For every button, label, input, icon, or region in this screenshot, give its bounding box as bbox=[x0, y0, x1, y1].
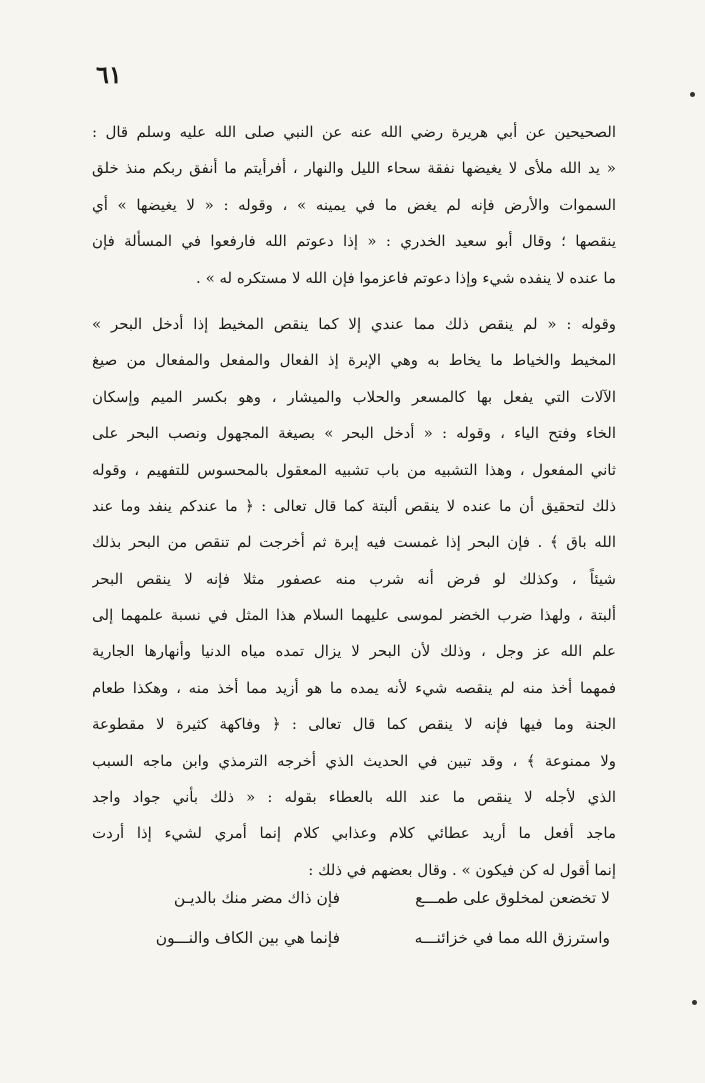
hemistich-first: واسترزق الله مما في خزائنـــه bbox=[414, 929, 610, 947]
hemistich-second: فإنما هي بين الكاف والنـــون bbox=[155, 929, 340, 947]
text-line: السموات والأرض فإنه لم يغض ما في يمينه » ، وقوله : « لا يغيضها » أي bbox=[92, 195, 616, 214]
ink-speck bbox=[692, 1000, 697, 1005]
text-line: ينقصها ؛ وقال أبو سعيد الخدري : « إذا دعوتم الله فارفعوا في المسألة فإن bbox=[92, 232, 616, 251]
text-line: الآلات التي يفعل بها كالمسعر والحلاب والميشار ، وهو بكسر الميم وإسكان bbox=[92, 387, 616, 406]
text-line: ما عنده لا ينفده شيء وإذا دعوتم فاعزموا فإن الله لا مستكره له » . bbox=[196, 268, 616, 287]
ink-speck bbox=[690, 92, 695, 97]
text-line: إنما أقول له كن فيكون » . وقال بعضهم في ذلك : bbox=[308, 860, 616, 879]
text-line: الله باق ﴾ . فإن البحر إذا غمست فيه إبرة ثم أخرجت لم تنقص من البحر بذلك bbox=[92, 533, 616, 552]
text-line: ذلك لتحقيق أن ما عنده لا ينقص ألبتة كما قال تعالى : ﴿ ما عندكم ينفد وما عند bbox=[92, 496, 616, 515]
page-number: ٦١ bbox=[96, 60, 122, 89]
poem-verse bbox=[100, 878, 610, 918]
poem-verse bbox=[100, 918, 610, 958]
text-line: فمهما أخذ منه لم ينقصه شيء لأنه يمده ما هو أزيد مما أخذ منه ، وهكذا طعام bbox=[92, 678, 616, 697]
text-line: شيئاً ، وكذلك لو فرض أنه شرب منه عصفور مثلا فإنه لا ينقص البحر bbox=[92, 569, 616, 588]
hemistich-first: لا تخضعن لمخلوق على طمـــع bbox=[415, 889, 610, 907]
paragraph-2 bbox=[92, 306, 616, 888]
text-line: الخاء وفتح الياء ، وقوله : « أدخل البحر » بصيغة المجهول ونصب البحر على bbox=[92, 424, 616, 443]
text-line: ولا ممنوعة ﴾ ، وقد تبين في الحديث الذي أخرجه الترمذي وابن ماجه السبب bbox=[92, 751, 616, 770]
text-line: علم الله عز وجل ، وذلك لأن البحر لا يزال تمده مياه الدنيا وأنهارها الجارية bbox=[92, 642, 616, 661]
text-line: المخيط والخياط ما يخاط به وهي الإبرة إذ الفعال والمفعل والمفعال من صيغ bbox=[92, 351, 616, 370]
text-line: الذي لأجله لا ينقص ما عند الله بالعطاء بقوله : « ذلك بأني جواد واجد bbox=[92, 788, 616, 807]
text-line: « يد الله ملأى لا يغيضها نفقة سحاء الليل والنهار ، أفرأيتم ما أنفق ربكم منذ خلق bbox=[92, 159, 616, 178]
poem bbox=[100, 878, 610, 958]
body-text bbox=[92, 114, 616, 888]
text-line: ماجد أفعل ما أريد عطائي كلام وعذابي كلام إنما أمري لشيء إذا أردت bbox=[92, 824, 616, 843]
text-line: وقوله : « لم ينقص ذلك مما عندي إلا كما ينقص المخيط إذا أدخل البحر » bbox=[92, 314, 616, 333]
hemistich-second: فإن ذاك مضر منك بالديـن bbox=[173, 889, 340, 907]
text-line: الجنة وما فيها فإنه لا ينقص كما قال تعالى : ﴿ وفاكهة كثيرة لا مقطوعة bbox=[92, 715, 616, 734]
paragraph-1 bbox=[92, 114, 616, 296]
text-line: الصحيحين عن أبي هريرة رضي الله عنه عن النبي صلى الله عليه وسلم قال : bbox=[92, 123, 616, 141]
text-line: ألبتة ، ولهذا ضرب الخضر لموسى عليهما السلام هذا المثل في نسبة علمهما إلى bbox=[92, 606, 616, 625]
text-line: ثاني المفعول ، وهذا التشبيه من باب تشبيه المعقول بالمحسوس للتفهيم ، وقوله bbox=[92, 460, 616, 479]
